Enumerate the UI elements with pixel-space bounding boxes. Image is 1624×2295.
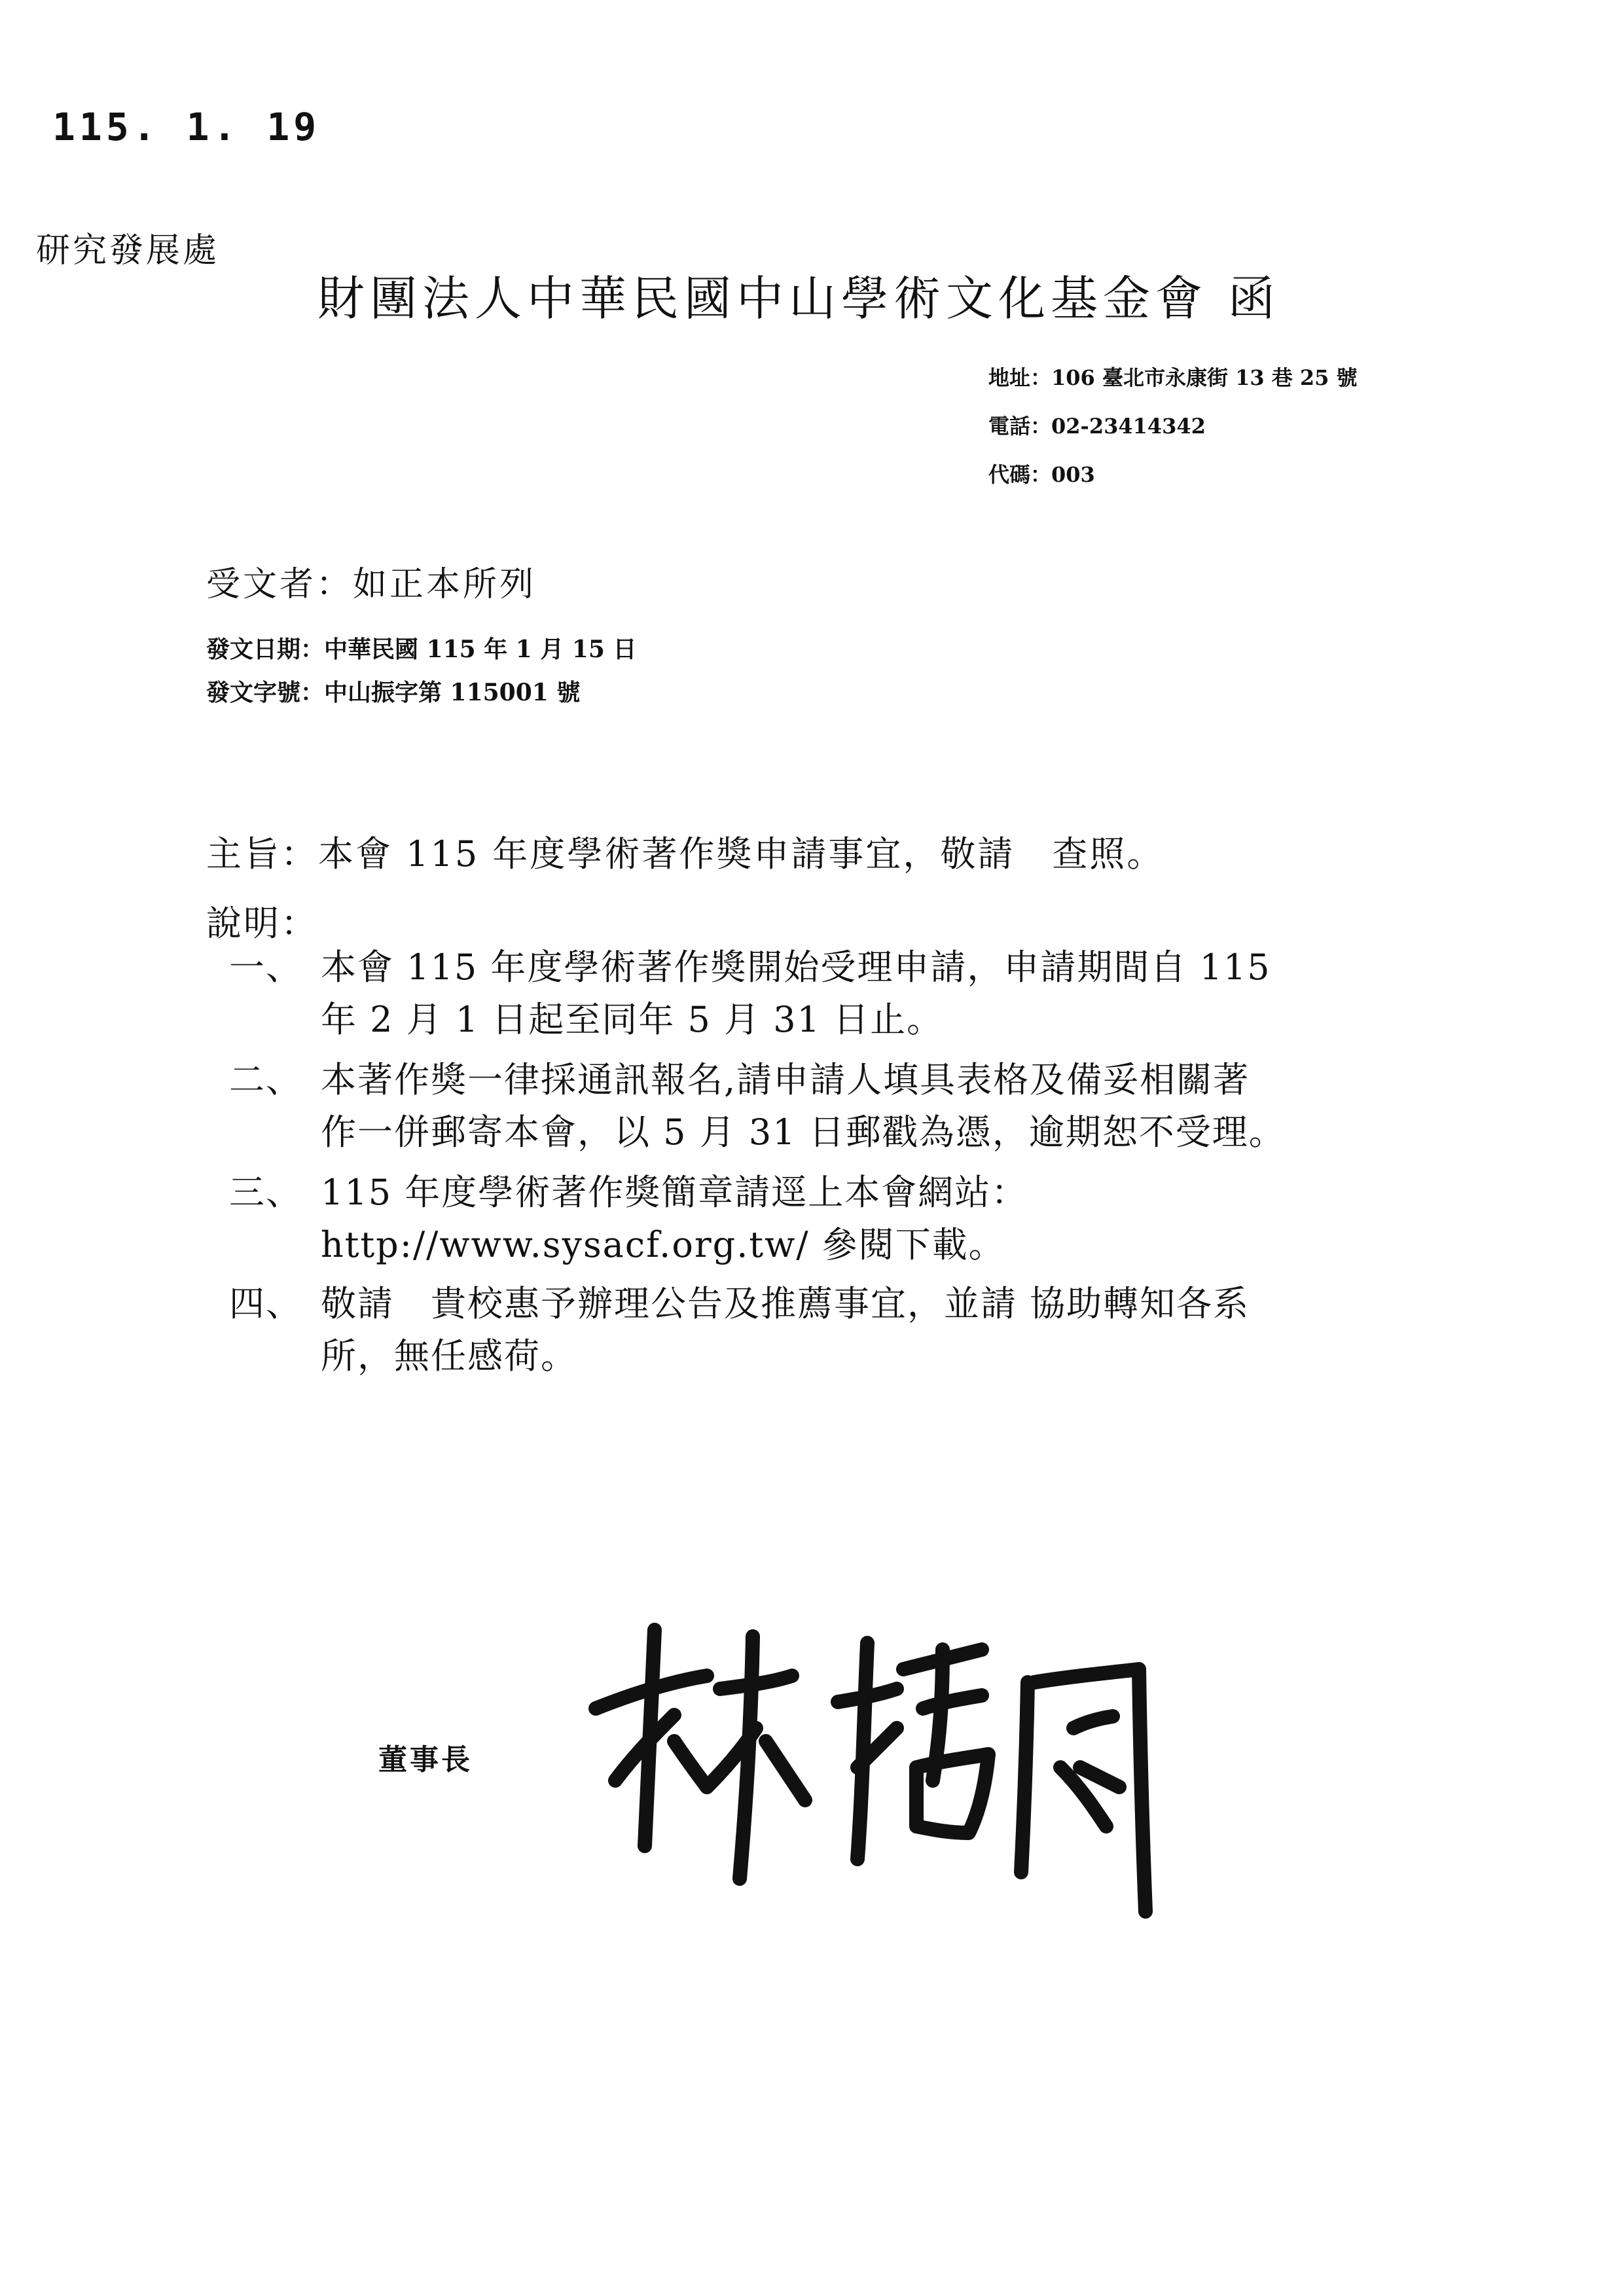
explanation-item <box>229 1278 1473 1382</box>
item-text <box>321 1054 1434 1159</box>
explanation-item <box>229 1166 1473 1271</box>
handwritten-signature <box>576 1571 1165 1940</box>
item-text <box>321 941 1434 1046</box>
item-number: 二、 <box>229 1059 302 1100</box>
contact-code: 代碼：003 <box>988 462 1095 487</box>
item-number: 三、 <box>229 1172 302 1213</box>
subject-line: 主旨：本會 115 年度學術著作獎申請事宜，敬請 查照。 <box>206 833 1164 875</box>
item-text-line: 作一併郵寄本會，以 5 月 31 日郵戳為憑，逾期恕不受理。 <box>321 1111 1286 1153</box>
item-text-line: 所，無任感荷。 <box>321 1335 577 1377</box>
contact-phone: 電話：02-23414342 <box>988 414 1206 439</box>
item-text-line: 本著作獎一律採通訊報名,請申請人填具表格及備妥相關著 <box>321 1059 1250 1100</box>
received-date-stamp: 115. 1. 19 <box>52 105 321 149</box>
item-text <box>321 1278 1434 1382</box>
signature-drawing <box>576 1571 1165 1938</box>
item-text <box>321 1166 1434 1271</box>
recipient-line: 受文者：如正本所列 <box>206 565 537 604</box>
contact-address: 地址：106 臺北市永康街 13 巷 25 號 <box>988 365 1358 390</box>
item-text-line: 115 年度學術著作獎簡章請逕上本會網站： <box>321 1172 1028 1213</box>
send-number: 發文字號：中山振字第 115001 號 <box>206 679 581 706</box>
item-number: 一、 <box>229 947 302 988</box>
explanation-item <box>229 1054 1473 1159</box>
letter-title: 財團法人中華民國中山學術文化基金會 函 <box>317 271 1280 326</box>
department-stamp: 研究發展處 <box>36 231 220 270</box>
explanation-label: 說明： <box>206 903 318 944</box>
item-text-line: http://www.sysacf.org.tw/ 參閱下載。 <box>321 1224 1005 1265</box>
item-text-line: 本會 115 年度學術著作獎開始受理申請，申請期間自 115 <box>321 947 1271 988</box>
item-number: 四、 <box>229 1283 302 1324</box>
item-text-line: 年 2 月 1 日起至同年 5 月 31 日止。 <box>321 999 944 1040</box>
item-text-line: 敬請 貴校惠予辦理公告及推薦事宜，並請 協助轉知各系 <box>321 1283 1250 1324</box>
send-date: 發文日期：中華民國 115 年 1 月 15 日 <box>206 636 637 663</box>
explanation-item <box>229 941 1473 1046</box>
chairman-title: 董事長 <box>378 1743 473 1777</box>
